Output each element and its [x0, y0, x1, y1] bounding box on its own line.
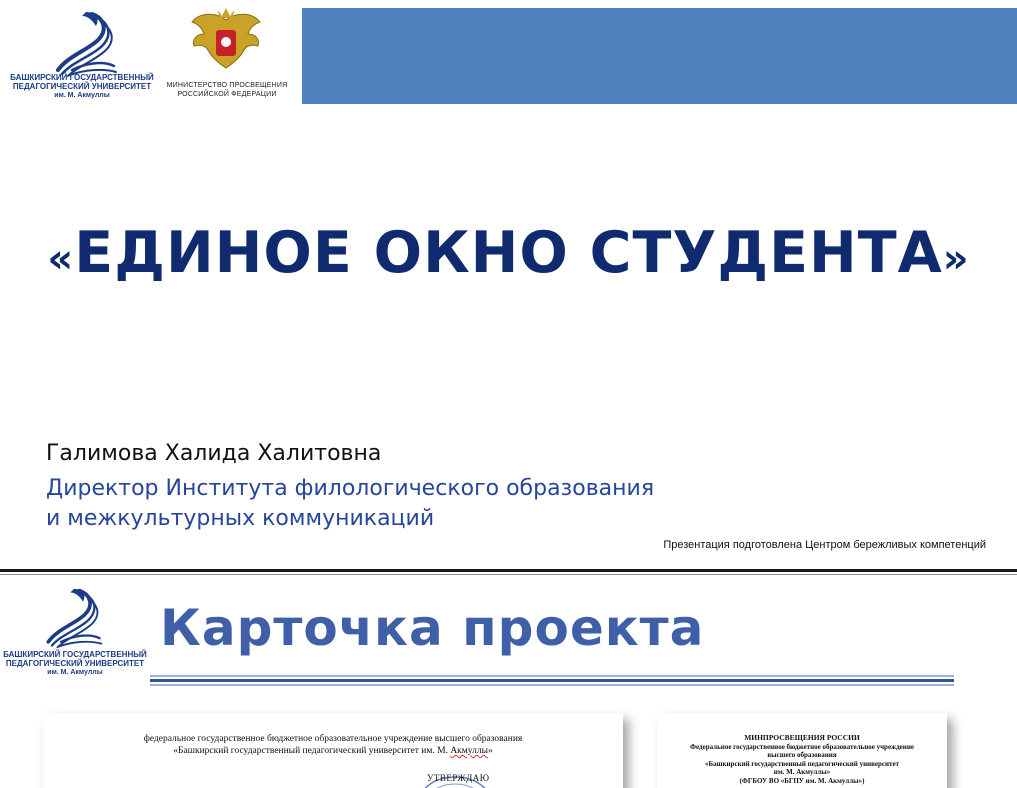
title-underline — [150, 675, 954, 687]
document-line: «Башкирский государственный педагогический университет им. М. Акмуллы» — [173, 746, 493, 756]
document-header — [43, 733, 623, 757]
document-header — [657, 734, 947, 785]
slide-title: Карточка проекта — [160, 599, 705, 657]
document-line: МИНПРОСВЕЩЕНИЯ РОССИИ — [744, 733, 860, 742]
bspu-logo — [0, 10, 170, 120]
title-text: ЕДИНОЕ ОКНО СТУДЕНТА — [74, 220, 943, 286]
bspu-logo-text — [0, 650, 160, 677]
title-open-quote: « — [47, 236, 75, 282]
document-line: Федеральное государственное бюджетное образовательное учреждение — [690, 742, 914, 751]
approve-label: УТВЕРЖДАЮ — [427, 773, 490, 783]
document-line: «Башкирский государственный педагогический университет — [704, 759, 900, 768]
ministry-logo-text — [162, 81, 292, 99]
header-banner — [302, 8, 1017, 104]
author-position — [46, 474, 686, 534]
bspu-logo-line: им. М. Акмуллы — [47, 669, 103, 676]
document-line: высшего образования — [767, 751, 837, 759]
footer-note: Презентация подготовлена Центром бережливых компетенций — [663, 539, 986, 551]
title-close-quote: » — [942, 236, 970, 282]
author-position-line: Директор Института филологического образования — [46, 476, 655, 501]
document-thumbnail — [657, 713, 947, 788]
author-position-line: и межкультурных коммуникаций — [46, 506, 435, 531]
project-card-slide — [0, 577, 1017, 788]
bspu-wave-icon — [42, 587, 104, 651]
bspu-logo-line: БАШКИРСКИЙ ГОСУДАРСТВЕННЫЙ — [10, 73, 154, 82]
document-line: им. М. Акмуллы» — [773, 768, 831, 776]
document-line: (ФГБОУ ВО «БГПУ им. М. Акмуллы») — [739, 776, 865, 785]
presentation-title — [0, 220, 1017, 286]
document-thumbnail — [43, 713, 623, 788]
author-name: Галимова Халида Халитовна — [46, 441, 382, 466]
bspu-logo-line: ПЕДАГОГИЧЕСКИЙ УНИВЕРСИТЕТ — [5, 659, 145, 668]
ministry-logo-line: РОССИЙСКОЙ ФЕДЕРАЦИИ — [177, 91, 277, 98]
coat-of-arms-icon — [186, 6, 266, 76]
bspu-logo-line: ПЕДАГОГИЧЕСКИЙ УНИВЕРСИТЕТ — [12, 82, 152, 91]
ministry-logo-line: МИНИСТЕРСТВО ПРОСВЕЩЕНИЯ — [166, 82, 288, 89]
document-line: федеральное государственное бюджетное образовательное учреждение высшего образования — [143, 734, 523, 744]
bspu-logo-line: БАШКИРСКИЙ ГОСУДАРСТВЕННЫЙ — [3, 650, 147, 659]
bspu-wave-icon — [52, 10, 118, 80]
bspu-logo-line: им. М. Акмуллы — [54, 92, 110, 99]
slide-separator — [0, 569, 1017, 577]
bspu-logo — [0, 587, 150, 687]
bspu-logo-text — [0, 73, 167, 100]
